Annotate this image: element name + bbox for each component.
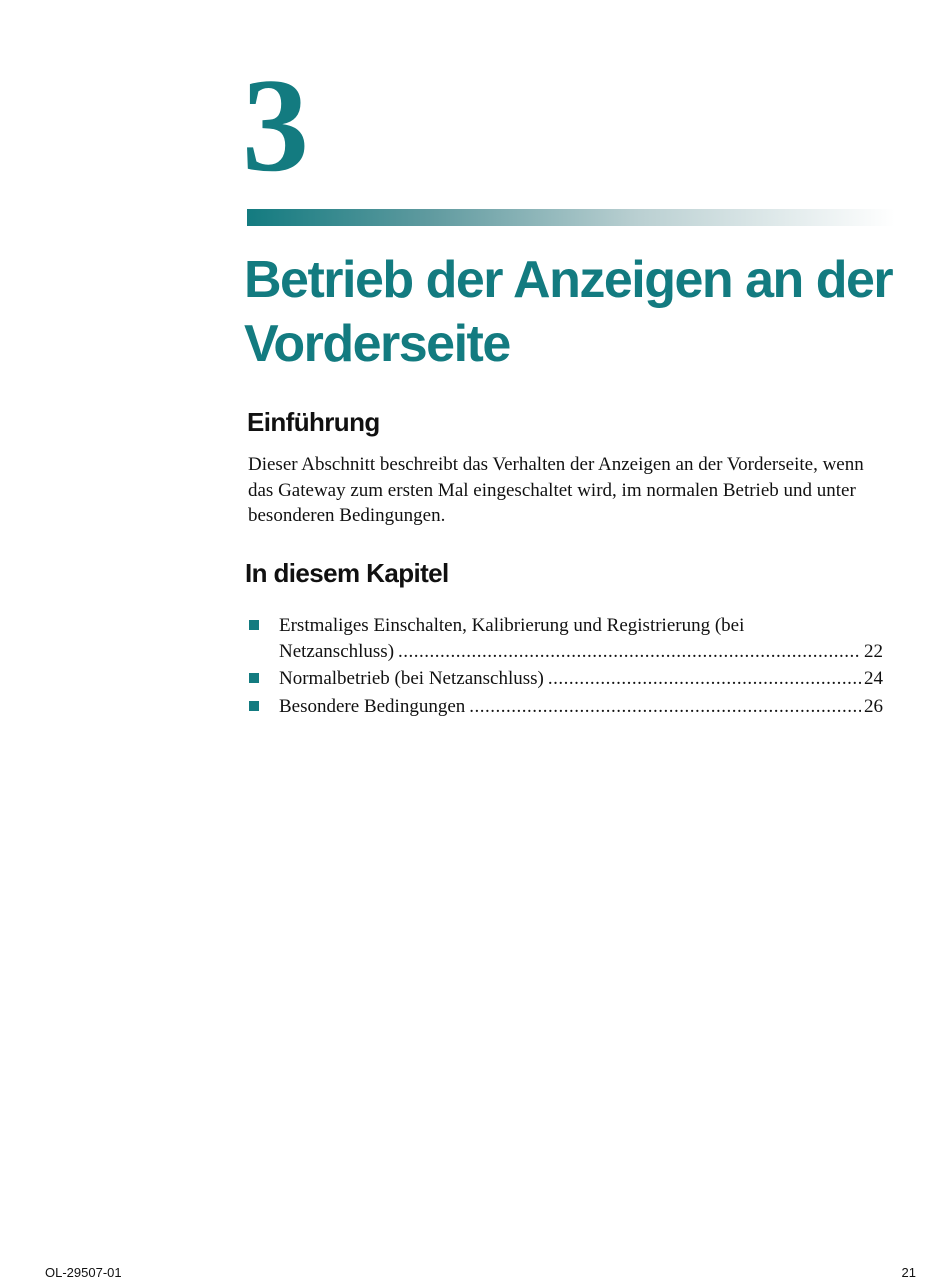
toc-item-page: 22 (864, 640, 883, 662)
square-bullet-icon (249, 673, 259, 683)
toc-dot-leader (398, 639, 861, 665)
toc-item-first-line: Erstmaliges Einschalten, Kalibrierung und Registrierung (bei (279, 615, 745, 636)
toc-item[interactable] (247, 666, 883, 692)
chapter-number: 3 (242, 51, 309, 199)
toc-item-label: Normalbetrieb (bei Netzanschluss) (279, 668, 544, 689)
toc-item-label: Besondere Bedingungen (279, 695, 466, 717)
toc-item[interactable] (247, 694, 883, 720)
in-this-chapter-heading: In diesem Kapitel (245, 558, 449, 588)
toc-item-page: 24 (864, 668, 883, 689)
intro-heading: Einführung (247, 407, 380, 437)
toc-item-label: Netzanschluss) (279, 640, 395, 662)
square-bullet-icon (249, 701, 259, 711)
toc-item-page: 26 (864, 695, 883, 717)
toc-item[interactable] (247, 613, 883, 664)
toc-dot-leader (469, 694, 861, 720)
chapter-title: Betrieb der Anzeigen an der Vorderseite (244, 251, 893, 373)
toc-dot-leader (548, 666, 861, 692)
footer-doc-id: OL-29507-01 (45, 1265, 122, 1280)
chapter-divider (247, 209, 895, 226)
footer-page-number: 21 (901, 1265, 916, 1280)
chapter-toc (247, 613, 883, 721)
intro-paragraph: Dieser Abschnitt beschreibt das Verhalten der Anzeigen an der Vorderseite, wenn das Gateway zum ersten Mal eingeschaltet wird, im normalen Betrieb und unter besonderen Bedingungen. (248, 454, 864, 526)
square-bullet-icon (249, 620, 259, 630)
